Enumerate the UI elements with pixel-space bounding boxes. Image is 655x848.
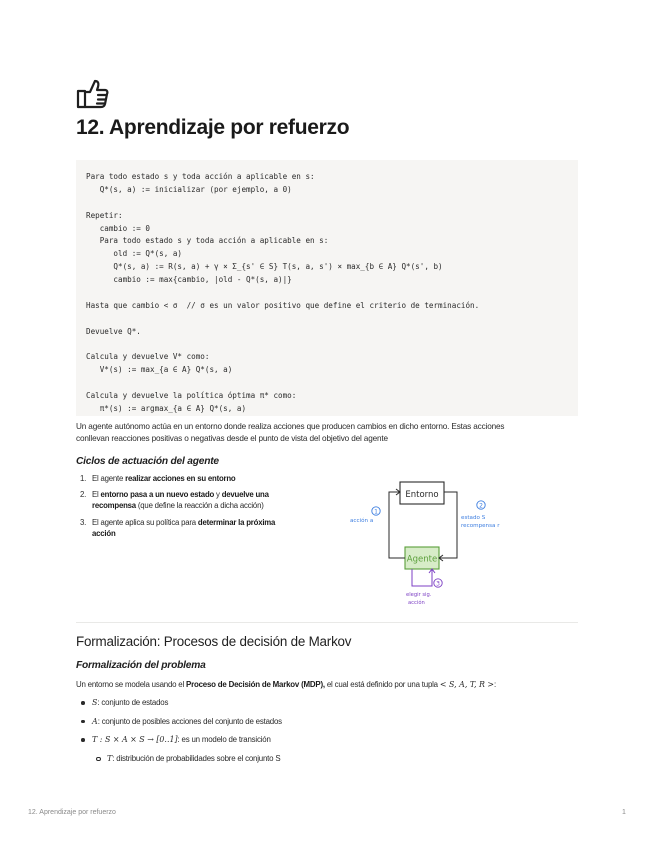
intro-text: :: [494, 680, 497, 689]
intro-bold: Proceso de Decisión de Markov (MDP),: [186, 680, 325, 689]
code-line: Calcula y devuelve V* como:: [86, 352, 210, 362]
item-text: El agente: [92, 474, 126, 483]
list-number: 3.: [80, 517, 87, 527]
code-line: Q*(s, a) := inicializar (por ejemplo, a 0): [86, 184, 292, 194]
item-bold: realizar acciones en su entorno: [125, 474, 236, 483]
step-text: acción: [408, 600, 425, 606]
step-number: 2: [479, 502, 483, 510]
code-line: old := Q*(s, a): [86, 249, 183, 259]
item-text: : es un modelo de transición: [177, 735, 271, 744]
mdp-intro: [76, 679, 586, 690]
intro-paragraph: [76, 421, 576, 445]
code-line: Q*(s, a) := R(s, a) + γ × Σ_{s' ∈ S} T(s, a, s') × max_{b ∈ A} Q*(s', b): [86, 262, 443, 272]
math-symbol: S: [92, 698, 98, 707]
thumbs-up-icon: [76, 76, 110, 110]
section-divider: [76, 622, 578, 623]
item-text: : conjunto de estados: [97, 698, 169, 707]
list-item: [78, 517, 278, 539]
list-item: [80, 716, 282, 735]
item-text: : distribución de probabilidades sobre el conjunto S: [112, 753, 281, 763]
code-line: Devuelve Q*.: [86, 326, 141, 336]
code-line: Hasta que cambio < σ // σ es un valor positivo que define el criterio de terminación.: [86, 300, 480, 310]
intro-text: el cual está definido por una tupla: [324, 680, 440, 689]
list-item: [80, 753, 282, 772]
step-text: acción a: [350, 518, 374, 524]
code-block: [76, 160, 578, 416]
cycle-heading: Ciclos de actuación del agente: [76, 456, 219, 467]
code-line: Para todo estado s y toda acción a aplicable en s:: [86, 172, 315, 181]
code-line: [86, 313, 568, 326]
math-symbol: A: [92, 716, 98, 726]
list-number: 1.: [80, 474, 87, 483]
list-number: 2.: [80, 490, 87, 500]
list-item: [80, 734, 282, 753]
intro-line: Un agente autónomo actúa en un entorno donde realiza acciones que producen cambios en dicho entorno. Estas acciones: [76, 422, 505, 431]
intro-line: conllevan reacciones positivas o negativas desde el punto de vista del objetivo del agente: [76, 434, 388, 443]
code-line: V*(s) := max_{a ∈ A} Q*(s, a): [86, 365, 233, 375]
item-bold: entorno pasa a un nuevo estado: [100, 490, 215, 500]
bullet-icon: [81, 701, 85, 705]
mdp-list: [80, 697, 282, 771]
code-line: [86, 339, 568, 352]
item-text: El: [92, 490, 101, 500]
code-line: Repetir:: [86, 210, 123, 220]
footer-title: 12. Aprendizaje por refuerzo: [28, 809, 116, 816]
step-text: estado S: [461, 515, 486, 521]
page-number: 1: [622, 809, 626, 816]
item-text: y: [214, 490, 222, 500]
bullet-icon: [81, 720, 85, 724]
agent-label: Agente: [406, 554, 438, 565]
code-line: [86, 377, 568, 390]
step-text: elegir sig.: [406, 592, 432, 598]
math-tuple: < S, A, T, R >: [439, 680, 495, 689]
list-item: [78, 473, 278, 484]
bullet-icon: [96, 757, 101, 762]
cycle-list: [78, 473, 278, 544]
list-item: [80, 697, 282, 716]
code-line: Calcula y devuelve la política óptima π* como:: [86, 391, 297, 401]
code-line: π*(s) := argmax_{a ∈ A} Q*(s, a): [86, 404, 247, 414]
code-line: Para todo estado s y toda acción a aplicable en s:: [86, 236, 329, 246]
markov-heading: Formalización: Procesos de decisión de Markov: [76, 634, 352, 649]
step-number: 3: [436, 580, 440, 588]
math-symbol: T: [107, 753, 113, 763]
policy-loop-arrow: [412, 569, 432, 586]
code-line: [86, 197, 568, 210]
item-text: : conjunto de posibles acciones del conjunto de estados: [97, 716, 282, 726]
math-symbol: T : S × A × S → [0..1]: [92, 735, 178, 744]
code-line: cambio := max{cambio, |old - Q*(s, a)|}: [86, 275, 292, 285]
step-text: recompensa r: [461, 523, 500, 529]
code-line: cambio := 0: [86, 223, 151, 233]
page-title: 12. Aprendizaje por refuerzo: [76, 116, 350, 139]
item-text: (que define la reacción a dicha acción): [135, 501, 264, 511]
list-item: [78, 489, 278, 511]
bullet-icon: [81, 738, 85, 742]
item-text: El agente aplica su política para: [92, 517, 198, 527]
code-line: [86, 287, 568, 300]
environment-label: Entorno: [405, 490, 439, 500]
problem-subheading: Formalización del problema: [76, 660, 206, 671]
item-bold: devuelve una recompensa: [92, 490, 269, 511]
step-number: 1: [374, 508, 378, 516]
item-bold: determinar la próxima acción: [92, 517, 276, 538]
intro-text: Un entorno se modela usando el: [76, 680, 187, 689]
agent-environment-diagram: [345, 478, 515, 610]
